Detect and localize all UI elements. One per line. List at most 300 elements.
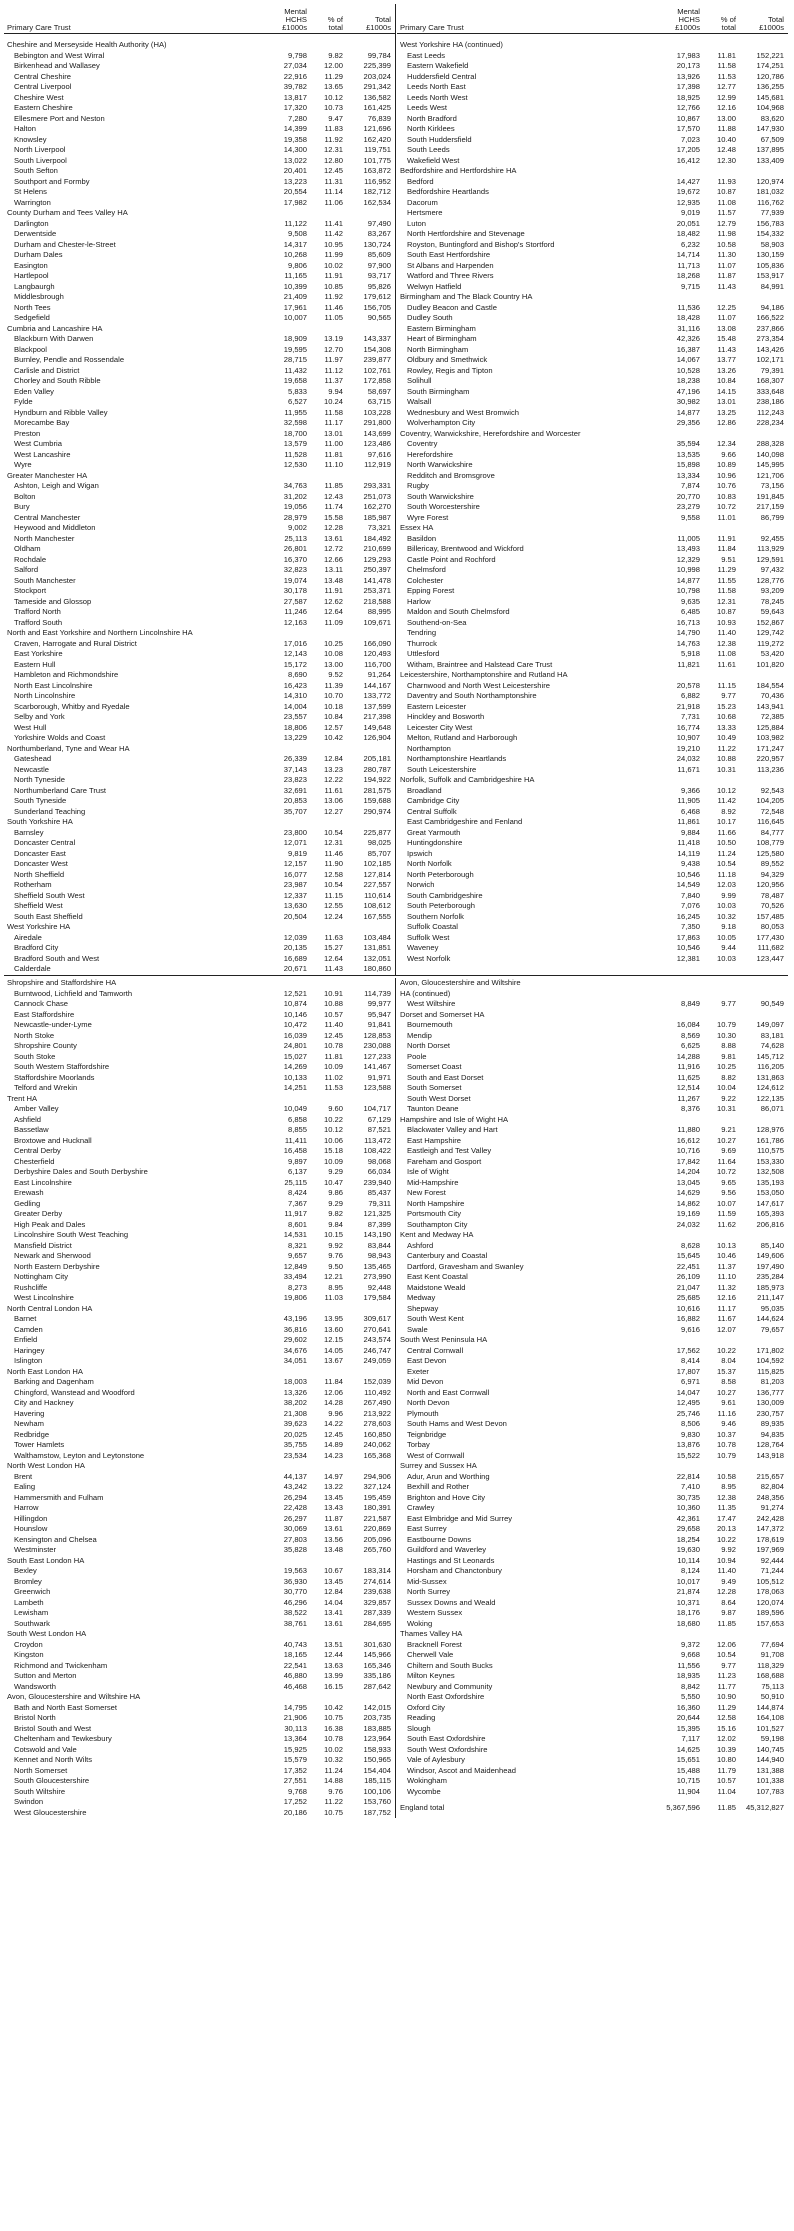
table-row <box>4 1608 395 1619</box>
mental-hchs-value: 7,410 <box>680 1482 700 1491</box>
trust-name: Westminster <box>14 1545 57 1554</box>
table-page <box>4 4 788 2202</box>
table-row <box>4 1031 395 1042</box>
table-row <box>4 93 395 104</box>
total-value: 104,968 <box>756 103 784 112</box>
total-value: 246,747 <box>363 1345 391 1355</box>
total-value: 85,707 <box>367 848 391 858</box>
table-row <box>397 1209 788 1220</box>
mental-hchs-value: 10,546 <box>676 869 700 879</box>
total-value: 116,645 <box>757 817 784 826</box>
mental-hchs-value: 9,508 <box>287 229 307 238</box>
table-row <box>4 408 395 419</box>
percent-value: 11.22 <box>717 743 736 753</box>
total-value: 149,097 <box>756 1020 784 1029</box>
region-heading <box>4 40 395 51</box>
total-value: 182,712 <box>363 187 391 196</box>
mental-hchs-value: 13,223 <box>283 176 307 186</box>
percent-value: 10.42 <box>323 733 343 742</box>
total-value: 156,783 <box>756 218 784 228</box>
trust-name: Wycombe <box>407 1786 441 1796</box>
table-row <box>397 282 788 293</box>
table-row <box>397 271 788 282</box>
total-value: 167,555 <box>363 911 391 921</box>
trust-name: Heart of Birmingham <box>407 334 477 343</box>
table-row <box>397 999 788 1010</box>
table-row <box>4 1745 395 1756</box>
trust-name: Wakefield West <box>407 155 460 165</box>
percent-value: 8.95 <box>721 1482 736 1491</box>
trust-name: Thurrock <box>407 638 437 648</box>
mental-hchs-value: 19,658 <box>283 376 307 385</box>
trust-name: Stockport <box>14 586 47 595</box>
total-value: 116,205 <box>757 1062 784 1071</box>
percent-value: 12.16 <box>716 103 736 112</box>
region-heading <box>397 1629 788 1640</box>
table-row <box>4 1062 395 1073</box>
mental-hchs-value: 15,651 <box>676 1755 700 1764</box>
total-value: 135,465 <box>363 1261 391 1271</box>
percent-value: 11.77 <box>717 1681 736 1691</box>
region-name: South Yorkshire HA <box>7 817 73 826</box>
total-value: 153,917 <box>756 271 784 280</box>
trust-name: South Tyneside <box>14 796 67 805</box>
percent-value: 11.37 <box>324 376 343 385</box>
mental-hchs-value: 11,411 <box>284 1135 307 1145</box>
table-row <box>4 807 395 818</box>
mental-hchs-value: 14,549 <box>676 880 700 889</box>
total-value: 144,624 <box>756 1314 784 1323</box>
mental-hchs-value: 8,628 <box>680 1240 700 1250</box>
mental-hchs-value: 19,358 <box>283 134 307 144</box>
percent-value: 10.95 <box>323 239 343 249</box>
percent-value: 17.47 <box>716 1513 736 1523</box>
mental-hchs-value: 20,578 <box>676 680 700 690</box>
trust-name: Welwyn Hatfield <box>407 281 462 291</box>
total-value: 197,490 <box>756 1261 784 1271</box>
percent-value: 10.32 <box>716 911 736 921</box>
trust-name: South East Hertfordshire <box>407 250 491 259</box>
percent-value: 10.94 <box>716 1555 736 1565</box>
percent-value: 11.15 <box>324 890 343 900</box>
total-value: 79,391 <box>760 365 784 375</box>
mental-hchs-value: 6,971 <box>680 1377 700 1386</box>
table-row <box>4 1577 395 1588</box>
total-value: 91,708 <box>760 1650 784 1659</box>
table-row <box>397 1545 788 1556</box>
trust-name: Chiltern and South Bucks <box>407 1660 493 1670</box>
mental-hchs-value: 20,173 <box>676 61 700 70</box>
trust-name: Wyre Forest <box>407 512 449 522</box>
mental-hchs-value: 29,356 <box>676 418 700 427</box>
total-value: 92,444 <box>760 1555 784 1565</box>
table-row <box>397 187 788 198</box>
trust-name: Rushcliffe <box>14 1282 48 1292</box>
total-value: 165,393 <box>756 1209 784 1218</box>
trust-name: North Hampshire <box>407 1198 465 1208</box>
table-row <box>397 408 788 419</box>
mental-hchs-value: 6,625 <box>680 1041 700 1050</box>
mental-hchs-value: 25,685 <box>676 1293 700 1302</box>
trust-name: South and East Dorset <box>407 1072 484 1082</box>
mental-hchs-value: 8,273 <box>287 1282 307 1292</box>
mental-hchs-value: 15,898 <box>676 460 700 469</box>
trust-name: Medway <box>407 1293 436 1302</box>
total-value: 102,171 <box>756 355 784 364</box>
total-value: 225,877 <box>363 827 391 837</box>
trust-name: Bournemouth <box>407 1020 453 1029</box>
trust-name: Suffolk Coastal <box>407 922 458 931</box>
percent-value: 10.93 <box>716 617 736 627</box>
mental-hchs-value: 10,399 <box>283 281 307 291</box>
mental-hchs-value: 7,117 <box>681 1734 700 1743</box>
trust-name: Chesterfield <box>14 1156 55 1166</box>
percent-value: 11.85 <box>717 1618 736 1628</box>
total-value: 108,612 <box>363 901 391 910</box>
table-row <box>397 901 788 912</box>
mental-hchs-value: 24,032 <box>676 1219 700 1229</box>
trust-name: Reading <box>407 1713 436 1722</box>
percent-value: 13.65 <box>323 82 343 91</box>
trust-name: Torbay <box>407 1440 430 1449</box>
mental-hchs-value: 26,339 <box>283 754 307 763</box>
total-value: 184,492 <box>363 533 391 543</box>
region-heading <box>4 1556 395 1567</box>
percent-value: 8.64 <box>721 1597 736 1607</box>
trust-name: Sutton and Merton <box>14 1671 77 1680</box>
percent-value: 10.76 <box>716 481 736 490</box>
trust-name: Eastern Birmingham <box>407 323 476 333</box>
table-row <box>397 439 788 450</box>
total-value: 294,906 <box>363 1471 391 1481</box>
total-value: 128,764 <box>756 1440 784 1449</box>
percent-value: 8.95 <box>328 1282 343 1292</box>
total-value: 137,895 <box>756 145 784 154</box>
mental-hchs-value: 30,735 <box>676 1492 700 1502</box>
table-row <box>397 597 788 608</box>
mental-hchs-value: 14,399 <box>283 124 307 133</box>
table-row <box>397 534 788 545</box>
trust-name: Islington <box>14 1356 43 1365</box>
trust-name: Isle of Wight <box>407 1167 449 1176</box>
table-row <box>397 1283 788 1294</box>
total-value: 156,705 <box>363 302 391 312</box>
mental-hchs-value: 28,715 <box>283 355 307 364</box>
mental-hchs-value: 5,833 <box>287 386 307 396</box>
mental-hchs-value: 14,625 <box>676 1744 700 1754</box>
percent-value: 9.87 <box>721 1608 736 1617</box>
total-value: 174,251 <box>756 61 784 70</box>
table-row <box>4 1598 395 1609</box>
mental-hchs-value: 17,398 <box>676 82 700 91</box>
mental-hchs-value: 14,531 <box>283 1230 307 1239</box>
region-heading <box>397 989 788 1000</box>
mental-hchs-value: 11,880 <box>677 1125 700 1134</box>
total-value: 158,933 <box>363 1744 391 1754</box>
trust-name: Dartford, Gravesham and Swanley <box>407 1261 524 1271</box>
header-mental-hchs: Mental HCHS £1000s <box>675 7 700 32</box>
mental-hchs-value: 13,876 <box>676 1440 700 1449</box>
table-row <box>397 1020 788 1031</box>
total-value: 119,751 <box>364 145 391 154</box>
percent-value: 12.02 <box>716 1734 736 1743</box>
total-value: 145,712 <box>756 1051 784 1061</box>
percent-value: 9.82 <box>328 50 343 60</box>
trust-name: Dacorum <box>407 197 438 207</box>
mental-hchs-value: 14,251 <box>283 1083 307 1092</box>
trust-name: Castle Point and Rochford <box>407 554 496 564</box>
total-value: 86,799 <box>760 512 784 522</box>
table-row <box>4 1566 395 1577</box>
percent-value: 11.43 <box>717 344 736 354</box>
percent-value: 11.29 <box>324 71 343 81</box>
mental-hchs-value: 17,320 <box>283 103 307 112</box>
mental-hchs-value: 17,863 <box>676 932 700 942</box>
percent-value: 10.72 <box>716 1167 736 1176</box>
mental-hchs-value: 9,019 <box>680 208 700 217</box>
trust-name: Gateshead <box>14 754 52 763</box>
table-row <box>397 1776 788 1787</box>
table-row <box>4 1136 395 1147</box>
trust-name: South West Oxfordshire <box>407 1744 488 1754</box>
table-row <box>397 1146 788 1157</box>
table-row <box>4 1472 395 1483</box>
total-value: 99,977 <box>367 999 391 1008</box>
trust-name: Wokingham <box>407 1776 447 1785</box>
mental-hchs-value: 11,861 <box>677 817 700 826</box>
mental-hchs-value: 27,803 <box>283 1534 307 1544</box>
total-value: 82,804 <box>760 1482 784 1491</box>
percent-value: 10.58 <box>716 239 736 249</box>
trust-name: Norwich <box>407 880 435 889</box>
total-value: 177,430 <box>756 932 784 942</box>
percent-value: 11.08 <box>717 197 736 207</box>
trust-name: North Warwickshire <box>407 460 473 469</box>
trust-name: Hambleton and Richmondshire <box>14 670 119 679</box>
percent-value: 11.46 <box>324 302 343 312</box>
percent-value: 14.23 <box>323 1450 343 1460</box>
table-row <box>397 250 788 261</box>
mental-hchs-value: 14,119 <box>677 848 700 858</box>
percent-value: 11.61 <box>324 785 343 795</box>
percent-value: 8.04 <box>721 1356 736 1365</box>
percent-value: 11.64 <box>717 1156 736 1166</box>
percent-value: 11.10 <box>324 460 343 469</box>
mental-hchs-value: 29,658 <box>676 1524 700 1533</box>
mental-hchs-value: 18,909 <box>283 334 307 343</box>
trust-name: Mid Devon <box>407 1377 444 1386</box>
mental-hchs-value: 26,297 <box>283 1513 307 1523</box>
total-value: 98,068 <box>367 1156 391 1166</box>
mental-hchs-value: 14,877 <box>676 575 700 585</box>
percent-value: 10.72 <box>716 502 736 511</box>
mental-hchs-value: 14,790 <box>676 628 700 637</box>
table-row <box>397 1262 788 1273</box>
percent-value: 11.01 <box>717 512 736 522</box>
mental-hchs-value: 5,367,596 <box>666 1803 700 1812</box>
total-value: 125,884 <box>756 722 784 732</box>
mental-hchs-value: 10,715 <box>676 1776 700 1785</box>
total-value: 165,368 <box>363 1450 391 1460</box>
table-row <box>397 565 788 576</box>
mental-hchs-value: 11,904 <box>677 1786 700 1796</box>
trust-name: South Cambridgeshire <box>407 890 483 900</box>
total-value: 153,050 <box>756 1188 784 1197</box>
table-row <box>397 460 788 471</box>
percent-value: 13.95 <box>323 1314 343 1323</box>
total-value: 162,534 <box>363 197 391 207</box>
total-value: 116,952 <box>364 176 391 186</box>
trust-name: South East Sheffield <box>14 911 83 921</box>
table-row <box>397 1556 788 1567</box>
trust-name: Bristol North <box>14 1713 56 1722</box>
total-value: 72,548 <box>760 806 784 816</box>
mental-hchs-value: 38,761 <box>283 1618 307 1628</box>
trust-name: Canterbury and Coastal <box>407 1251 488 1260</box>
mental-hchs-value: 18,428 <box>676 313 700 322</box>
trust-name: East Hampshire <box>407 1135 462 1145</box>
trust-name: Darlington <box>14 218 49 228</box>
table-row <box>4 670 395 681</box>
trust-name: Derbyshire Dales and South Derbyshire <box>14 1167 148 1176</box>
trust-name: Selby and York <box>14 712 65 721</box>
total-value: 179,584 <box>363 1293 391 1302</box>
mental-hchs-value: 24,032 <box>676 754 700 763</box>
mental-hchs-value: 14,300 <box>283 145 307 154</box>
mental-hchs-value: 16,689 <box>283 953 307 963</box>
table-row <box>4 1314 395 1325</box>
table-row <box>4 1640 395 1651</box>
table-row <box>4 1493 395 1504</box>
table-row <box>397 1787 788 1798</box>
mental-hchs-value: 19,169 <box>676 1209 700 1218</box>
mental-hchs-value: 15,645 <box>676 1251 700 1260</box>
trust-name: Cheshire West <box>14 92 64 102</box>
region-name: Surrey and Sussex HA <box>400 1461 477 1470</box>
table-row <box>397 72 788 83</box>
total-value: 123,486 <box>363 439 391 448</box>
mental-hchs-value: 18,254 <box>676 1534 700 1544</box>
trust-name: Wyre <box>14 460 32 469</box>
trust-name: Sunderland Teaching <box>14 806 86 816</box>
table-row <box>4 523 395 534</box>
percent-value: 11.85 <box>717 1803 736 1812</box>
total-value: 108,422 <box>363 1146 391 1155</box>
region-name: Northumberland, Tyne and Wear HA <box>7 743 130 753</box>
total-value: 112,243 <box>757 407 784 417</box>
percent-value: 12.84 <box>323 754 343 763</box>
percent-value: 16.38 <box>323 1723 343 1733</box>
trust-name: Ashford <box>407 1240 434 1250</box>
percent-value: 13.45 <box>323 1576 343 1586</box>
table-row <box>397 1272 788 1283</box>
mental-hchs-value: 18,806 <box>283 722 307 732</box>
region-name: Birmingham and The Black Country HA <box>400 292 533 301</box>
percent-value: 10.54 <box>716 859 736 868</box>
region-name: West Yorkshire HA (continued) <box>400 40 503 49</box>
total-value: 83,844 <box>367 1240 391 1250</box>
trust-name: Tameside and Glossop <box>14 596 92 606</box>
table-row <box>397 1398 788 1409</box>
total-value: 185,115 <box>364 1776 391 1785</box>
table-row <box>397 744 788 755</box>
percent-value: 11.24 <box>324 1765 343 1775</box>
trust-name: New Forest <box>407 1188 446 1197</box>
percent-value: 12.62 <box>323 596 343 606</box>
trust-name: Trafford North <box>14 607 61 616</box>
total-value: 284,695 <box>363 1618 391 1628</box>
trust-name: Newcastle-under-Lyme <box>14 1020 92 1029</box>
percent-value: 10.89 <box>716 460 736 469</box>
mental-hchs-value: 14,204 <box>676 1167 700 1176</box>
percent-value: 15.18 <box>323 1146 343 1155</box>
table-row <box>4 1083 395 1094</box>
percent-value: 11.91 <box>324 271 343 280</box>
trust-name: Hastings and St Leonards <box>407 1555 495 1565</box>
trust-name: Blackwater Valley and Hart <box>407 1125 498 1134</box>
total-value: 95,035 <box>760 1303 784 1313</box>
table-row <box>4 303 395 314</box>
percent-value: 10.73 <box>323 103 343 112</box>
region-name: Shropshire and Staffordshire HA <box>7 978 117 987</box>
table-section-upper <box>4 4 788 972</box>
total-value: 189,596 <box>756 1608 784 1617</box>
region-name: Bedfordshire and Hertfordshire HA <box>400 166 517 175</box>
percent-value: 12.15 <box>323 1335 343 1344</box>
table-row <box>4 156 395 167</box>
table-header <box>397 4 788 34</box>
mental-hchs-value: 16,412 <box>676 155 700 165</box>
trust-name: Redbridge <box>14 1429 50 1439</box>
region-name: West Yorkshire HA <box>7 922 71 931</box>
total-value: 239,940 <box>363 1177 391 1187</box>
trust-name: High Peak and Dales <box>14 1219 86 1229</box>
mental-hchs-value: 7,023 <box>680 134 700 144</box>
table-row <box>4 1703 395 1714</box>
table-row <box>397 733 788 744</box>
trust-name: West Lincolnshire <box>14 1293 74 1302</box>
mental-hchs-value: 14,795 <box>283 1702 307 1712</box>
trust-name: West Norfolk <box>407 953 451 963</box>
percent-value: 11.63 <box>324 932 343 942</box>
total-value: 129,591 <box>756 554 784 564</box>
total-value: 77,939 <box>760 208 784 217</box>
percent-value: 10.58 <box>716 1471 736 1481</box>
mental-hchs-value: 35,594 <box>676 439 700 448</box>
mental-hchs-value: 10,546 <box>676 943 700 952</box>
mental-hchs-value: 8,569 <box>680 1030 700 1040</box>
percent-value: 15.23 <box>716 701 736 711</box>
percent-value: 11.22 <box>324 1797 343 1806</box>
mental-hchs-value: 22,541 <box>283 1660 307 1670</box>
table-row <box>397 156 788 167</box>
mental-hchs-value: 13,334 <box>676 470 700 480</box>
percent-value: 10.22 <box>323 1114 343 1124</box>
percent-value: 10.22 <box>716 1345 736 1355</box>
table-row <box>397 586 788 597</box>
mental-hchs-value: 8,855 <box>287 1125 307 1134</box>
region-heading <box>4 628 395 639</box>
total-value: 95,947 <box>367 1009 391 1019</box>
percent-value: 11.58 <box>324 407 343 417</box>
trust-name: Ellesmere Port and Neston <box>14 113 105 123</box>
table-row <box>397 261 788 272</box>
trust-name: South Somerset <box>407 1083 462 1092</box>
table-row <box>397 1734 788 1745</box>
mental-hchs-value: 8,842 <box>680 1681 700 1691</box>
trust-name: South Warwickshire <box>407 491 474 501</box>
table-row <box>4 1356 395 1367</box>
